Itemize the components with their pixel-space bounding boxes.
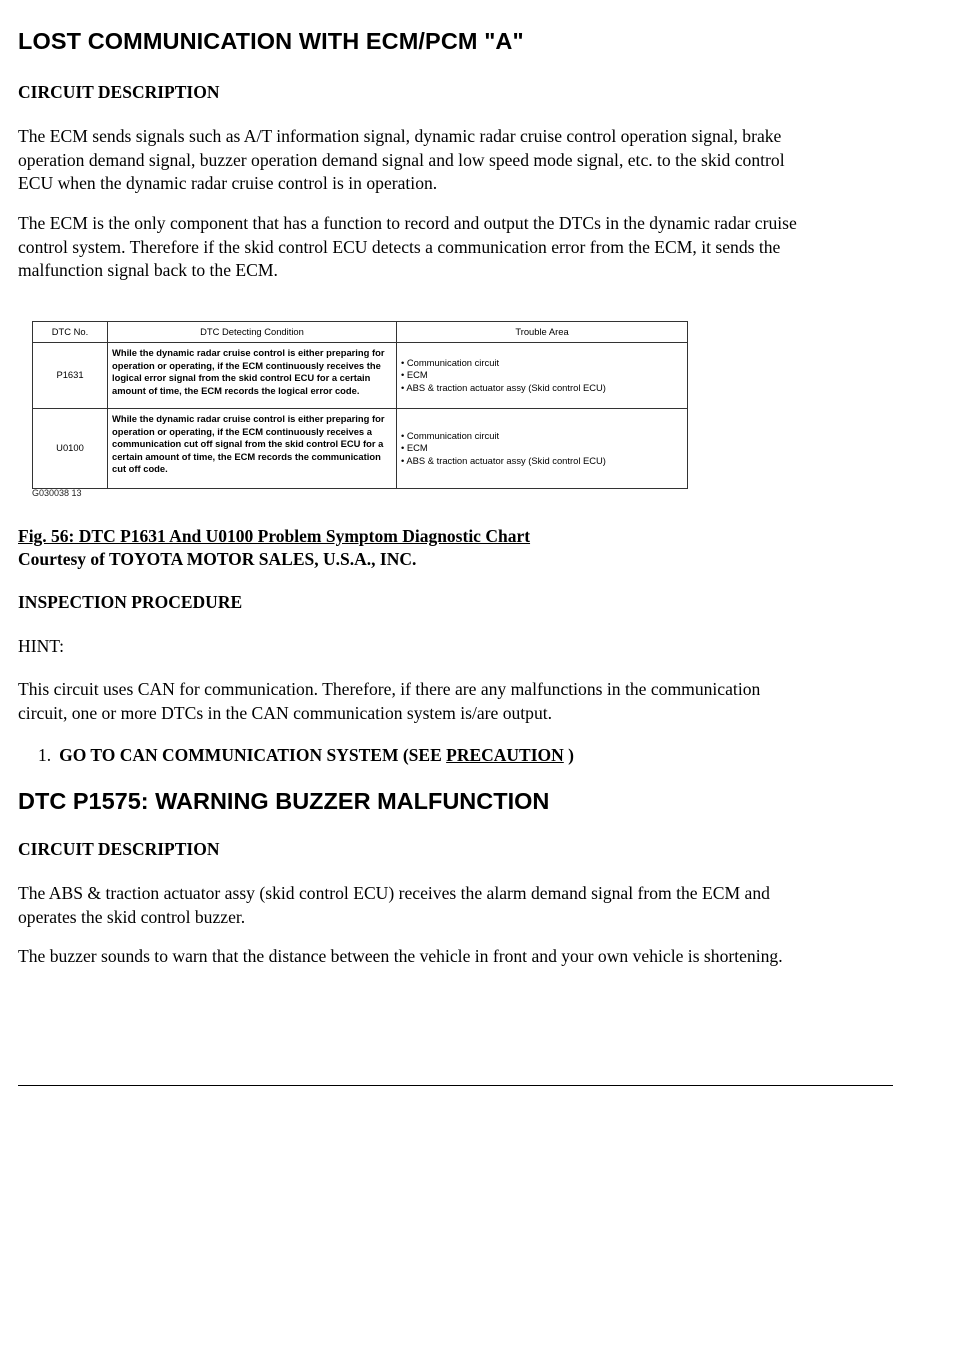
circuit-description-heading: CIRCUIT DESCRIPTION	[18, 82, 220, 102]
column-header-trouble-area: Trouble Area	[397, 322, 688, 343]
figure-caption: Fig. 56: DTC P1631 And U0100 Problem Symptom Diagnostic Chart	[18, 526, 531, 546]
inspection-procedure-heading: INSPECTION PROCEDURE	[18, 592, 243, 612]
condition-line: operation or operating, if the ECM continuously receives a	[112, 425, 372, 437]
text-line: operation demand signal, buzzer operation demand signal and low speed mode signal, etc. to the skid control	[18, 149, 785, 170]
text-line: control system. Therefore if the skid control ECU detects a communication error from the ECM, it sends the	[18, 236, 781, 257]
horizontal-rule	[18, 1085, 893, 1086]
text-line: ECU when the dynamic radar cruise control is in operation.	[18, 173, 438, 193]
image-reference-code: G030038 13	[32, 488, 82, 498]
condition-line: certain amount of time, the ECM records the communication	[112, 450, 381, 462]
circuit-description-heading-2: CIRCUIT DESCRIPTION	[18, 839, 220, 859]
text-line: malfunction signal back to the ECM.	[18, 260, 278, 280]
text-line: The ECM sends signals such as A/T information signal, dynamic radar cruise control operation signal, brake	[18, 126, 782, 146]
trouble-area-cell	[397, 409, 688, 489]
column-header-detecting-condition: DTC Detecting Condition	[108, 322, 397, 343]
trouble-area-item: • ABS & traction actuator assy (Skid control ECU)	[401, 381, 606, 393]
condition-line: While the dynamic radar cruise control is either preparing for	[112, 413, 385, 424]
detecting-condition-cell	[108, 343, 397, 409]
step-number: 1.	[38, 745, 52, 765]
trouble-area-item: • Communication circuit	[401, 429, 500, 441]
precaution-link[interactable]: PRECAUTION	[446, 745, 564, 765]
trouble-area-item: • ABS & traction actuator assy (Skid control ECU)	[401, 454, 606, 466]
procedure-step-1	[38, 745, 574, 766]
trouble-area-item: • ECM	[401, 442, 428, 454]
trouble-area-item: • ECM	[401, 369, 428, 381]
condition-line: cut off code.	[112, 463, 168, 475]
detecting-condition-cell	[108, 409, 397, 489]
text-line: This circuit uses CAN for communication. Therefore, if there are any malfunctions in the communication	[18, 679, 761, 699]
condition-line: logical error signal from the skid control ECU for a certain	[112, 372, 371, 384]
circuit-description-paragraph-2	[18, 212, 898, 283]
hint-paragraph	[18, 678, 898, 725]
circuit-description-paragraph-1	[18, 125, 898, 196]
text-line: The ABS & traction actuator assy (skid control ECU) receives the alarm demand signal from the ECM and	[18, 883, 770, 903]
step-text: GO TO CAN COMMUNICATION SYSTEM (SEE	[59, 745, 447, 765]
figure-courtesy: Courtesy of TOYOTA MOTOR SALES, U.S.A., INC.	[18, 549, 417, 569]
page-title: LOST COMMUNICATION WITH ECM/PCM "A"	[18, 28, 524, 54]
text-line: circuit, one or more DTCs in the CAN communication system is/are output.	[18, 702, 553, 723]
step-text-close: )	[563, 745, 574, 765]
dtc-code-cell: P1631	[33, 343, 108, 409]
trouble-area-item: • Communication circuit	[401, 356, 500, 368]
table-row	[33, 409, 688, 489]
column-header-dtc-no: DTC No.	[33, 322, 108, 343]
condition-line: While the dynamic radar cruise control is either preparing for	[112, 347, 385, 358]
condition-line: operation or operating, if the ECM continuously receives the	[112, 359, 381, 371]
text-line: The buzzer sounds to warn that the distance between the vehicle in front and your own vehicle is shortening.	[18, 946, 783, 966]
circuit-description-2-paragraph-1	[18, 882, 898, 929]
circuit-description-2-paragraph-2	[18, 945, 898, 969]
condition-line: amount of time, the ECM records the logical error code.	[112, 384, 360, 396]
dtc-table	[32, 321, 688, 489]
trouble-area-cell	[397, 343, 688, 409]
hint-label: HINT:	[18, 636, 65, 656]
section-title-p1575: DTC P1575: WARNING BUZZER MALFUNCTION	[18, 788, 550, 814]
text-line: The ECM is the only component that has a function to record and output the DTCs in the dynamic radar cruise	[18, 213, 797, 233]
table-header-row	[33, 322, 688, 343]
condition-line: communication cut off signal from the skid control ECU for a	[112, 438, 384, 450]
text-line: operates the skid control buzzer.	[18, 906, 246, 927]
dtc-code-cell: U0100	[33, 409, 108, 489]
table-row	[33, 343, 688, 409]
